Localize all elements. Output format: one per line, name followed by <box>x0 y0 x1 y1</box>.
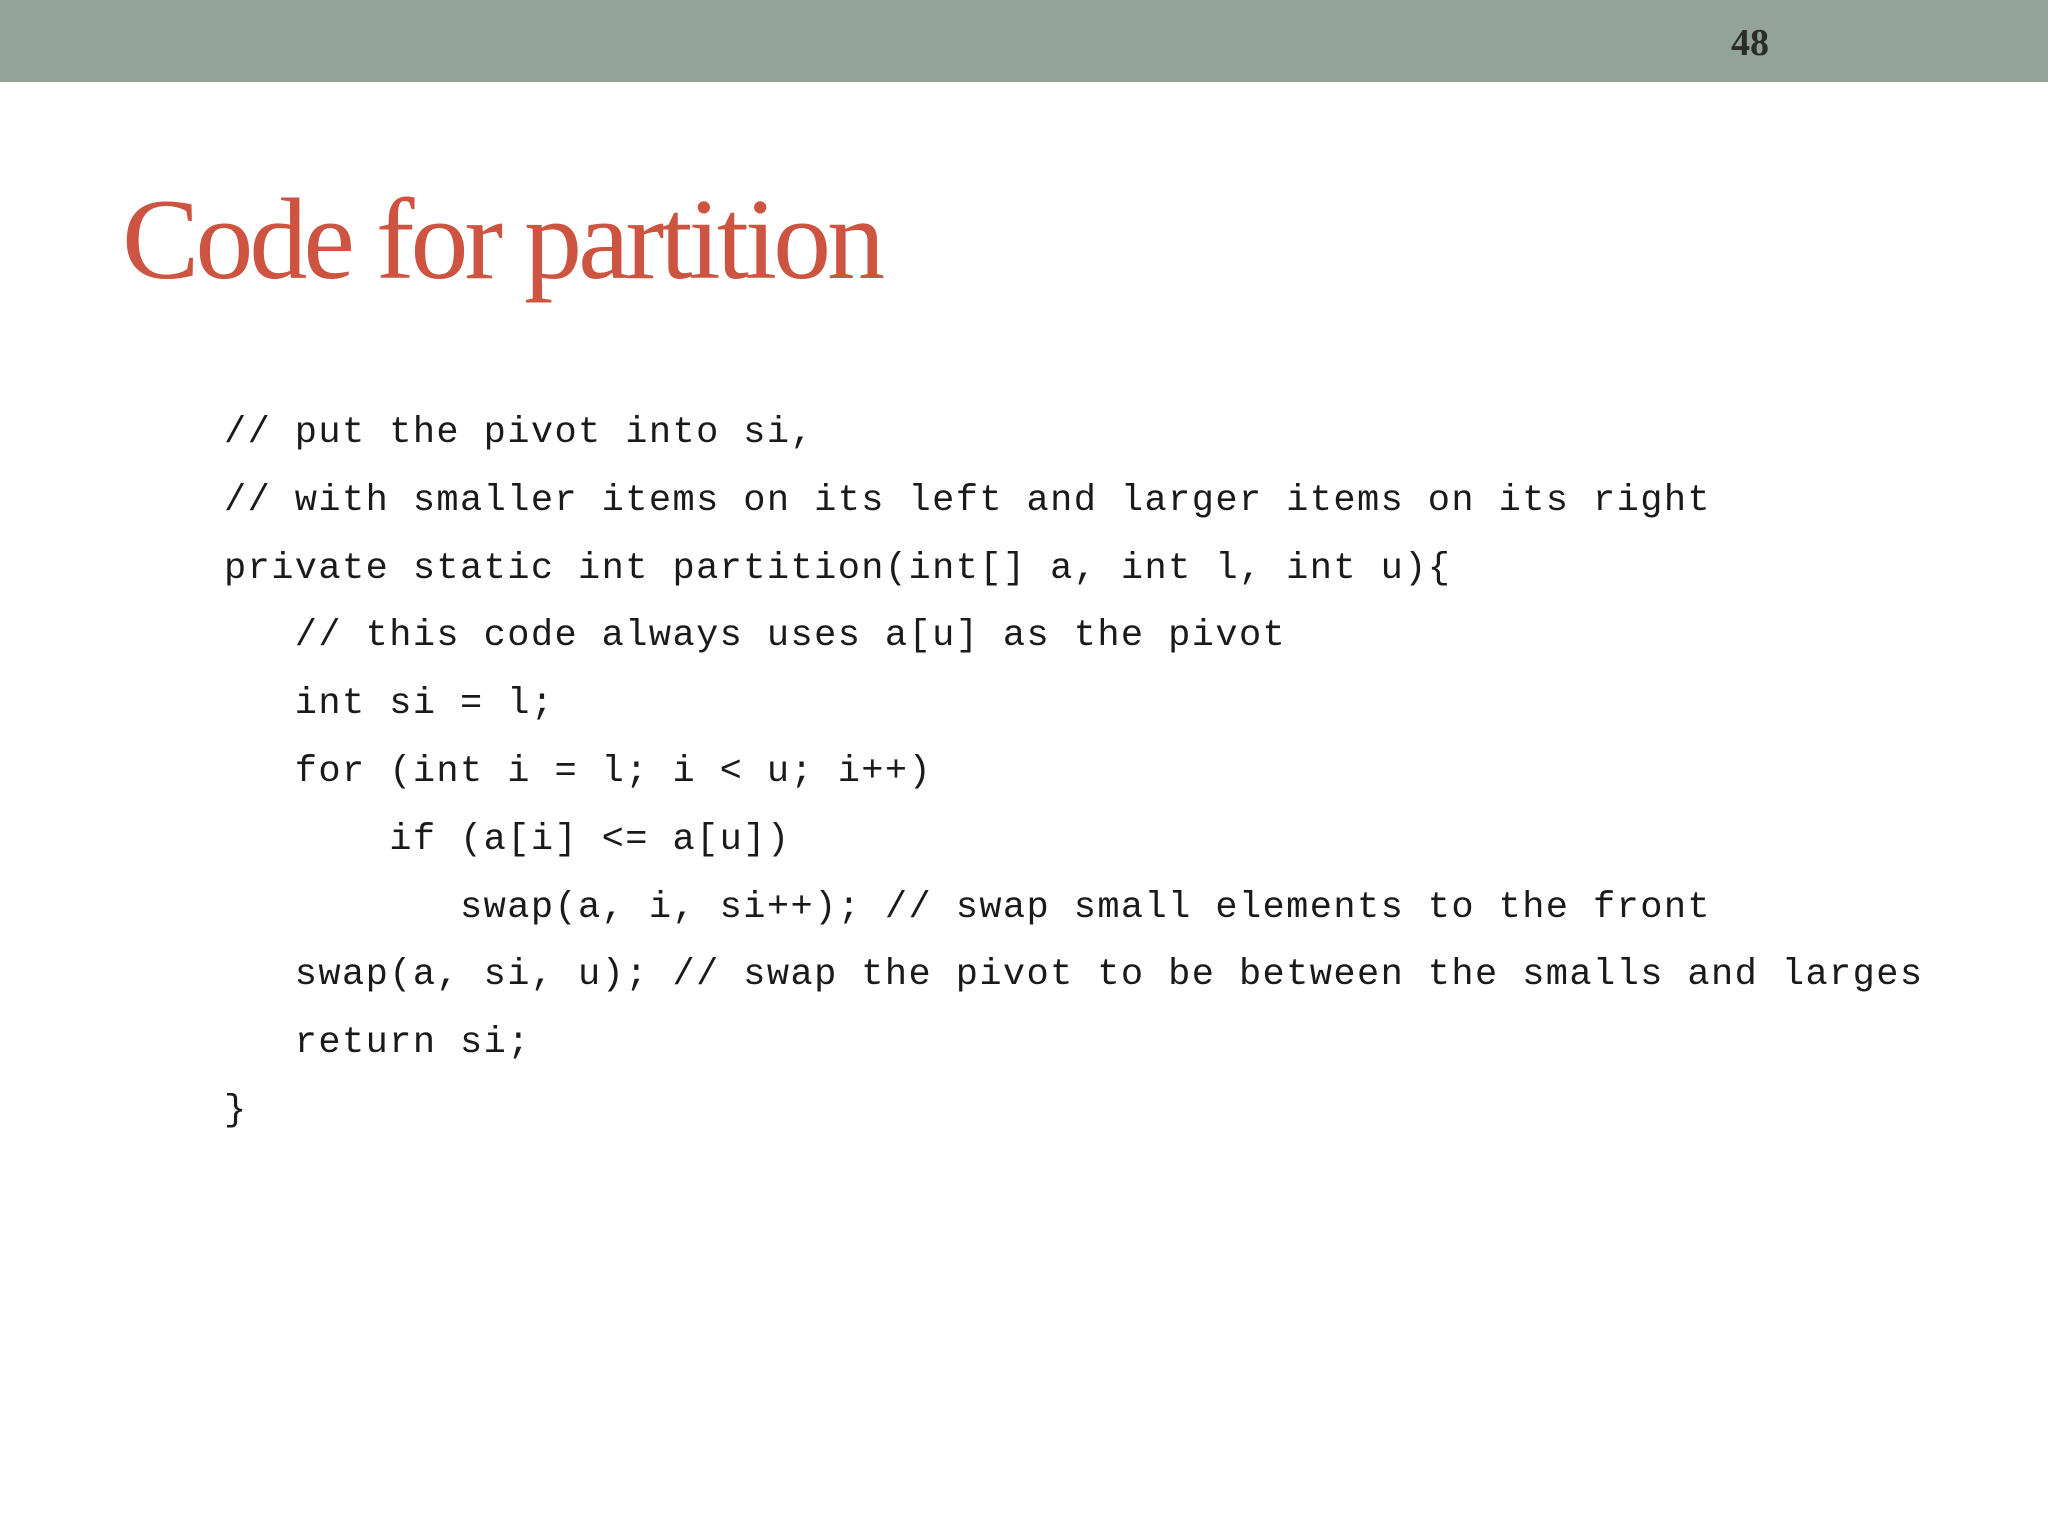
slide-title: Code for partition <box>122 176 882 304</box>
code-line: private static int partition(int[] a, int l, int u){ <box>224 547 1452 590</box>
code-line: // put the pivot into si, <box>224 412 815 454</box>
code-line: swap(a, i, si++); // swap small elements to the front <box>224 886 1712 929</box>
code-line: // this code always uses a[u] as the pivot <box>224 615 1287 658</box>
code-line: } <box>224 1089 248 1132</box>
code-line: if (a[i] <= a[u]) <box>224 818 791 861</box>
code-line: for (int i = l; i < u; i++) <box>224 750 933 793</box>
slide-number: 48 <box>1731 22 1769 64</box>
code-line: return si; <box>224 1022 531 1065</box>
code-line: int si = l; <box>224 683 555 726</box>
code-block <box>224 400 2024 1146</box>
code-line: // with smaller items on its left and larger items on its right <box>224 479 1712 522</box>
code-line: swap(a, si, u); // swap the pivot to be between the smalls and larges <box>224 954 1924 997</box>
